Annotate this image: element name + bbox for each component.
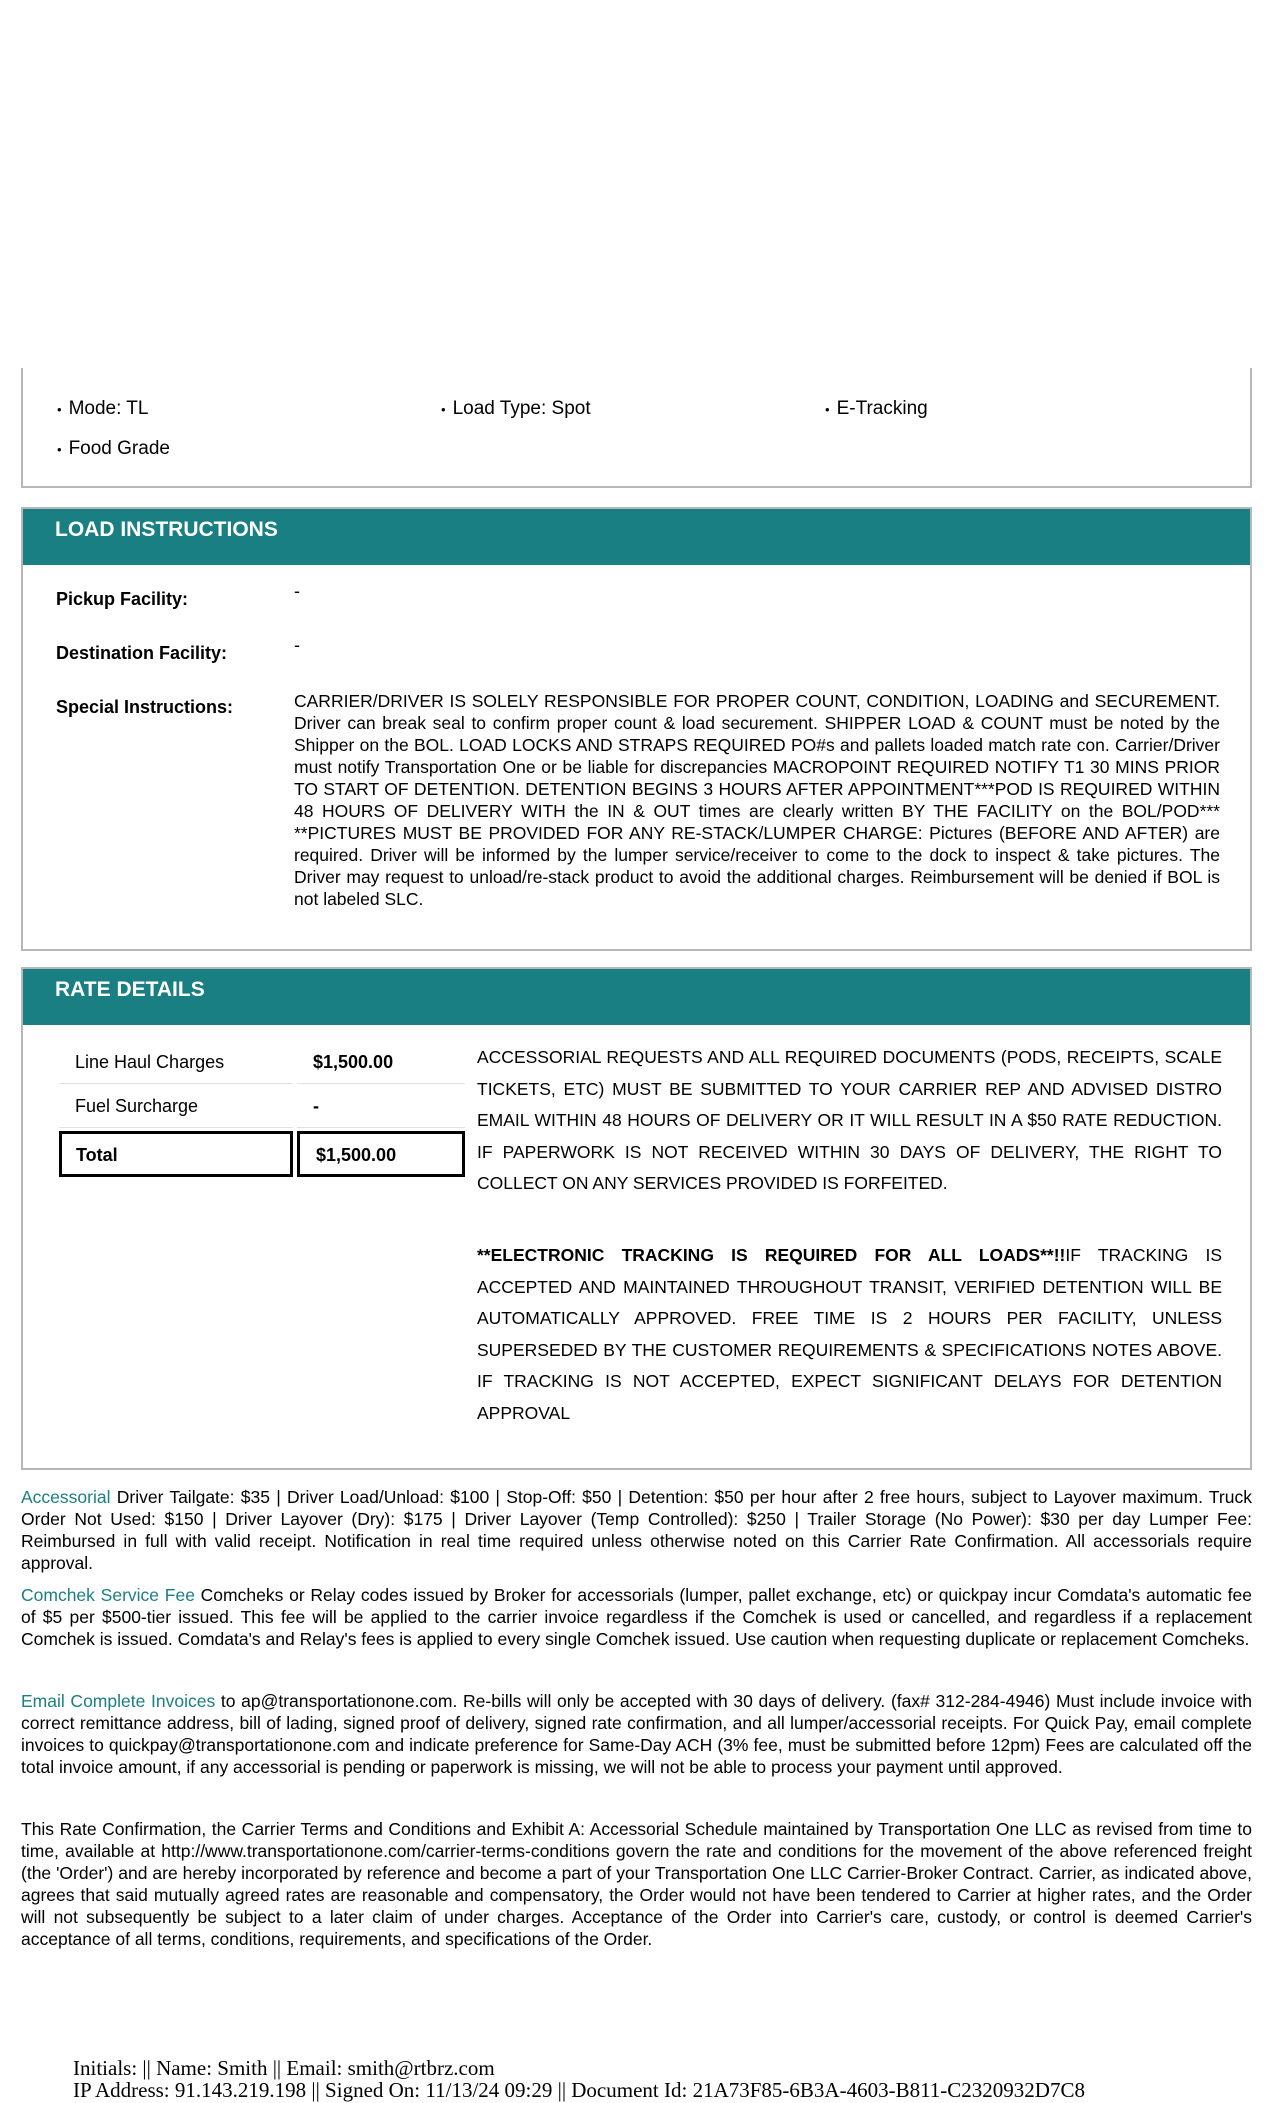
- total-value: $1,500.00: [297, 1131, 465, 1177]
- rate-details-section: [21, 967, 1252, 1470]
- bullet-icon: •: [57, 401, 62, 417]
- equipment-food-grade: Food Grade: [68, 438, 170, 459]
- load-instructions-section: [21, 507, 1252, 951]
- tracking-note-text: IF TRACKING IS ACCEPTED AND MAINTAINED THROUGHOUT TRANSIT, VERIFIED DETENTION WILL BE AUTOMATICALLY APPROVED. FREE TIME IS 2 HOURS PER FACILITY, UNLESS SUPERSEDED BY THE CUSTOMER REQUIREMENTS & SPECIFICATIONS NOTES ABOVE. IF TRACKING IS NOT ACCEPTED, EXPECT SIGNIFICANT DELAYS FOR DETENTION APPROVAL: [477, 1245, 1222, 1423]
- total-label: Total: [59, 1131, 293, 1177]
- signature-line-1: Initials: || Name: Smith || Email: smith@rtbrz.com: [73, 2056, 495, 2080]
- accessorial-requests-note: ACCESSORIAL REQUESTS AND ALL REQUIRED DOCUMENTS (PODS, RECEIPTS, SCALE TICKETS, ETC) MUST BE SUBMITTED TO YOUR CARRIER REP AND ADVISED DISTRO EMAIL WITHIN 48 HOURS OF DELIVERY OR IT WILL RESULT IN A $50 RATE REDUCTION. IF PAPERWORK IS NOT RECEIVED WITHIN 30 DAYS OF DELIVERY, THE RIGHT TO COLLECT ON ANY SERVICES PROVIDED IS FORFEITED.: [477, 1047, 1222, 1193]
- equipment-load-type: Load Type: Spot: [452, 398, 591, 419]
- email-invoices-paragraph: [21, 1690, 1252, 1778]
- email-invoices-title: Email Complete Invoices: [21, 1691, 216, 1711]
- accessorial-title: Accessorial: [21, 1487, 111, 1507]
- equipment-item: [57, 398, 148, 420]
- email-invoices-text: to ap@transportationone.com. Re-bills will only be accepted with 30 days of delivery. (fax# 312-284-4946) Must include invoice with correct remittance address, bill of lading, signed proof of delivery, signed rate confirmation, and all lumper/accessorial receipts. For Quick Pay, email complete invoices to quickpay@transportationone.com and indicate preference for Same-Day ACH (3% fee, must be submitted before 12pm) Fees are calculated off the total invoice amount, if any accessorial is pending or paperwork is missing, we will not be able to process your payment until approved.: [21, 1691, 1253, 1777]
- destination-facility-value: -: [294, 635, 300, 655]
- total-row: [59, 1131, 465, 1177]
- table-row: [59, 1085, 465, 1129]
- fuel-surcharge-label: Fuel Surcharge: [59, 1085, 293, 1128]
- bullet-icon: •: [825, 401, 830, 417]
- load-instructions-header: LOAD INSTRUCTIONS: [23, 509, 1250, 565]
- equipment-item: [57, 438, 170, 460]
- bullet-icon: •: [441, 401, 446, 417]
- equipment-tracking: E-Tracking: [836, 398, 928, 419]
- equipment-item: [441, 398, 591, 420]
- tracking-note-bold: **ELECTRONIC TRACKING IS REQUIRED FOR ALL LOADS**!!: [477, 1245, 1066, 1265]
- special-instructions-label: Special Instructions:: [56, 697, 234, 717]
- comchek-paragraph: [21, 1584, 1252, 1650]
- equipment-mode: Mode: TL: [68, 398, 149, 419]
- pickup-facility-value: -: [294, 581, 300, 601]
- accessorial-text: Driver Tailgate: $35 | Driver Load/Unload: $100 | Stop-Off: $50 | Detention: $50 per hour after 2 free hours, subject to Layover maximum. Truck Order Not Used: $150 | Driver Layover (Dry): $175 | Driver Layover (Temp Controlled): $250 | Trailer Storage (No Power): $30 per day Lumper Fee: Reimbursed in full with valid receipt. Notification in real time required unless otherwise noted on this Carrier Rate Confirmation. All accessorials require approval.: [21, 1487, 1252, 1573]
- signature-line-2: IP Address: 91.143.219.198 || Signed On: 11/13/24 09:29 || Document Id: 21A73F85-6B3A-4603-B811-C2320932D7C8: [73, 2078, 1085, 2102]
- destination-facility-label: Destination Facility:: [56, 643, 228, 663]
- bullet-icon: •: [57, 441, 62, 457]
- fuel-surcharge-value: -: [297, 1085, 465, 1128]
- tracking-note: [477, 1240, 1222, 1429]
- agreement-paragraph: This Rate Confirmation, the Carrier Terms and Conditions and Exhibit A: Accessorial Schedule maintained by Transportation One LLC as revised from time to time, available at http://www.transportationone.com/carrier-terms-conditions govern the rate and conditions for the movement of the above referenced freight (the 'Order') and are hereby incorporated by reference and become a part of your Transportation One LLC Carrier-Broker Contract. Carrier, as indicated above, agrees that said mutually agreed rates are reasonable and compensatory, the Order would not have been tendered to Carrier at higher rates, and the Order will not subsequently be subject to a later claim of under charges. Acceptance of the Order into Carrier's care, custody, or control is deemed Carrier's acceptance of all terms, conditions, requirements, and specifications of the Order.: [21, 1819, 1252, 1949]
- equipment-item: [825, 398, 928, 420]
- charges-table: [59, 1041, 465, 1177]
- line-haul-value: $1,500.00: [297, 1041, 465, 1084]
- equipment-box: [21, 368, 1252, 488]
- pickup-facility-label: Pickup Facility:: [56, 589, 189, 609]
- rate-details-header: RATE DETAILS: [23, 969, 1250, 1025]
- line-haul-label: Line Haul Charges: [59, 1041, 293, 1084]
- special-instructions-text: CARRIER/DRIVER IS SOLELY RESPONSIBLE FOR PROPER COUNT, CONDITION, LOADING and SECUREMENT. Driver can break seal to confirm proper count & load securement. SHIPPER LOAD & COUNT must be noted by the Shipper on the BOL. LOAD LOCKS AND STRAPS REQUIRED PO#s and pallets loaded match rate con. Carrier/Driver must notify Transportation One or be liable for discrepancies MACROPOINT REQUIRED NOTIFY T1 30 MINS PRIOR TO START OF DETENTION. DETENTION BEGINS 3 HOURS AFTER APPOINTMENT***POD IS REQUIRED WITHIN 48 HOURS OF DELIVERY WITH the IN & OUT times are clearly written BY THE FACILITY on the BOL/POD*** **PICTURES MUST BE PROVIDED FOR ANY RE-STACK/LUMPER CHARGE: Pictures (BEFORE AND AFTER) are required. Driver will be informed by the lumper service/receiver to come to the dock to inspect & take pictures. The Driver may request to unload/re-stack product to avoid the additional charges. Reimbursement will be denied if BOL is not labeled SLC.: [294, 691, 1220, 909]
- comchek-title: Comchek Service Fee: [21, 1585, 195, 1605]
- table-row: [59, 1041, 465, 1085]
- accessorial-paragraph: [21, 1486, 1252, 1574]
- comchek-text: Comcheks or Relay codes issued by Broker for accessorials (lumper, pallet exchange, etc) or quickpay incur Comdata's automatic fee of $5 per $500-tier issued. This fee will be applied to the carrier invoice regardless if the Comchek is used or cancelled, and regardless if a replacement Comchek is issued. Comdata's and Relay's fees is applied to every single Comchek issued. Use caution when requesting duplicate or replacement Comcheks.: [21, 1585, 1252, 1649]
